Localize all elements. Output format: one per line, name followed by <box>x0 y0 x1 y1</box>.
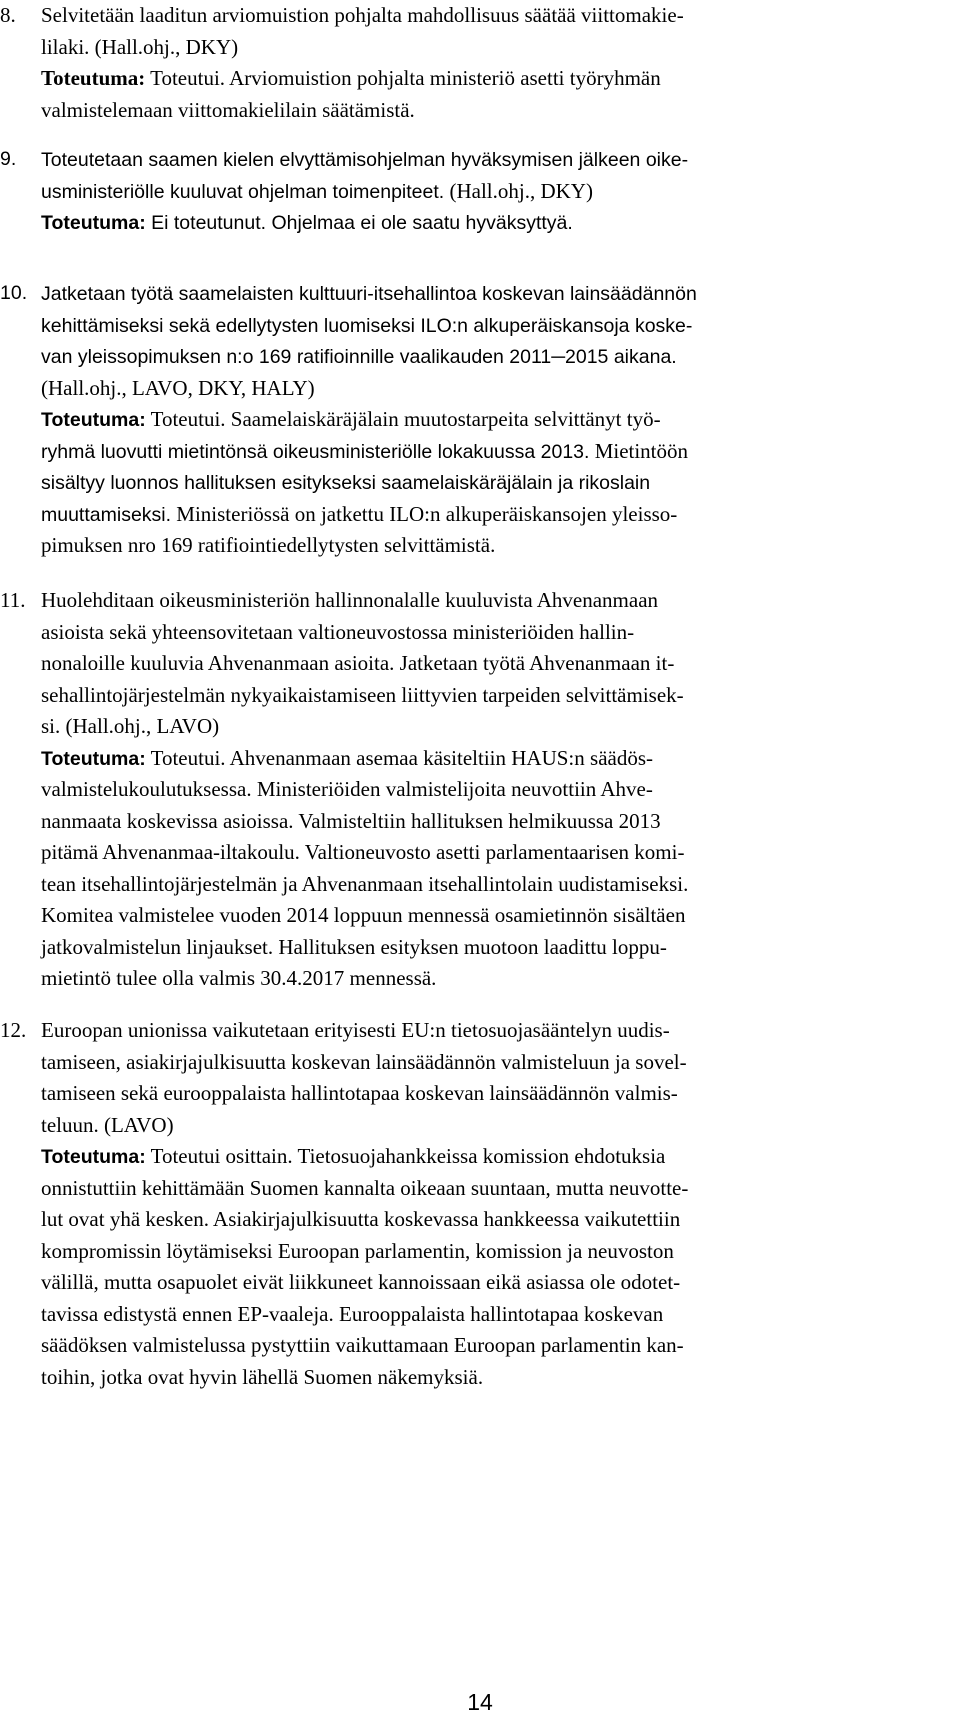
text-segment: pitämä Ahvenanmaa-iltakoulu. Valtioneuvosto asetti parlamentaarisen komi- <box>41 840 685 864</box>
text-segment: tean itsehallintojärjestelmän ja Ahvenanmaan itsehallintolain uudistamiseksi. <box>41 871 689 896</box>
text-segment: mietintö tulee olla valmis 30.4.2017 mennessä. <box>41 966 437 990</box>
status-label: Toteutuma: <box>41 66 146 90</box>
text-line <box>41 0 907 32</box>
text-segment: Ministeriössä on jatkettu ILO:n alkuperäiskansojen yleisso- <box>171 501 678 526</box>
item-text <box>41 1015 907 1393</box>
text-segment: Toteutetaan saamen kielen elvyttämisohjelman hyväksymisen jälkeen oike- <box>41 149 689 171</box>
text-line <box>41 1015 907 1047</box>
item-number: 10. <box>0 282 28 304</box>
text-line <box>41 680 907 712</box>
text-segment: onnistuttiin kehittämään Suomen kannalta oikeaan suuntaan, mutta neuvotte- <box>41 1175 689 1200</box>
text-line <box>41 585 907 617</box>
text-line <box>41 1173 907 1205</box>
text-segment: sisältyy luonnos hallituksen esitykseksi saamelaiskäräjälain ja rikoslain <box>41 472 651 494</box>
text-segment: pimuksen nro 169 ratifiointiedellytysten selvittämistä. <box>41 533 496 557</box>
text-line <box>41 900 907 932</box>
text-line <box>41 144 907 176</box>
item-text <box>41 0 907 126</box>
text-line <box>41 530 907 562</box>
text-line <box>41 499 907 531</box>
text-line <box>41 1078 907 1110</box>
text-segment: teluun. (LAVO) <box>41 1112 174 1137</box>
text-segment: van yleissopimuksen n:o 169 ratifioinnille vaalikauden 2011─2015 aikana. <box>41 346 677 368</box>
text-line <box>41 1362 907 1394</box>
text-segment: nanmaata koskevissa asioissa. Valmisteltiin hallituksen helmikuussa 2013 <box>41 808 661 833</box>
text-segment: tavissa edistystä ennen EP-vaaleja. Eurooppalaista hallintotapaa koskevan <box>41 1301 664 1326</box>
text-segment: välillä, mutta osapuolet eivät liikkuneet kannoissaan eikä asiassa ole odotet- <box>41 1270 681 1294</box>
text-segment: Huolehditaan oikeusministeriön hallinnonalalle kuuluvista Ahvenanmaan <box>41 588 659 612</box>
text-line <box>41 32 907 64</box>
status-label: Toteutuma: <box>41 409 146 431</box>
item-text <box>41 278 907 562</box>
text-line <box>41 1141 907 1173</box>
text-line <box>41 806 907 838</box>
item-number: 11. <box>0 588 26 612</box>
text-segment: Toteutui. Saamelaiskäräjälain muutostarpeita selvittänyt työ- <box>145 407 661 431</box>
status-label: Toteutuma: <box>41 747 146 770</box>
text-segment: (Hall.ohj., DKY) <box>444 178 593 203</box>
text-line <box>41 869 907 901</box>
text-segment: muuttamiseksi. <box>41 503 172 526</box>
text-segment: toihin, jotka ovat hyvin lähellä Suomen näkemyksiä. <box>41 1364 484 1389</box>
text-segment: tamiseen, asiakirjajulkisuutta koskevan lainsäädännön valmisteluun ja sovel- <box>41 1049 687 1074</box>
text-line <box>41 176 907 208</box>
text-segment: (Hall.ohj., LAVO, DKY, HALY) <box>41 375 315 400</box>
item-text <box>41 585 907 995</box>
text-segment: Selvitetään laaditun arviomuistion pohjalta mahdollisuus säätää viittomakie- <box>41 3 684 27</box>
text-segment: valmistelukoulutuksessa. Ministeriöiden valmistelijoita neuvottiin Ahve- <box>41 777 653 801</box>
text-segment: jatkovalmistelun linjaukset. Hallituksen esityksen muotoon laadittu loppu- <box>41 934 667 959</box>
text-line <box>41 310 907 342</box>
text-line <box>41 63 907 95</box>
text-segment: Toteutui. Arviomuistion pohjalta ministeriö asetti työryhmän <box>145 66 661 90</box>
text-segment: asioista sekä yhteensovitetaan valtioneuvostossa ministeriöiden hallin- <box>41 619 635 644</box>
item-number: 8. <box>0 3 16 27</box>
text-line <box>41 467 907 499</box>
text-segment: valmistelemaan viittomakielilain säätämistä. <box>41 97 415 122</box>
text-line <box>41 1110 907 1142</box>
text-segment: Ei toteutunut. Ohjelmaa ei ole saatu hyväksyttyä. <box>145 212 573 234</box>
text-line <box>41 963 907 995</box>
text-segment: Toteutui osittain. Tietosuojahankkeissa komission ehdotuksia <box>145 1144 666 1168</box>
text-line <box>41 648 907 680</box>
text-line <box>41 1236 907 1268</box>
text-segment: Euroopan unionissa vaikutetaan erityisesti EU:n tietosuojasääntelyn uudis- <box>41 1018 670 1042</box>
text-line <box>41 341 907 373</box>
text-segment: nonaloille kuuluvia Ahvenanmaan asioita. Jatketaan työtä Ahvenanmaan it- <box>41 651 675 675</box>
text-segment: lut ovat yhä kesken. Asiakirjajulkisuutta koskevassa hankkeessa vaikutettiin <box>41 1207 681 1231</box>
item-text <box>41 144 907 239</box>
text-line <box>41 436 907 468</box>
page-number: 14 <box>467 1689 493 1715</box>
text-line <box>41 932 907 964</box>
text-line <box>41 1047 907 1079</box>
text-line <box>41 743 907 775</box>
text-segment: si. (Hall.ohj., LAVO) <box>41 714 220 738</box>
text-segment: ryhmä luovutti mietintönsä oikeusministeriölle lokakuussa 2013. <box>41 440 590 463</box>
text-line <box>41 774 907 806</box>
item-number: 9. <box>0 148 17 170</box>
text-line <box>41 1204 907 1236</box>
text-line <box>41 1330 907 1362</box>
text-line <box>41 1299 907 1331</box>
text-segment: Jatketaan työtä saamelaisten kulttuuri-itsehallintoa koskevan lainsäädännön <box>41 283 697 305</box>
text-segment: tamiseen sekä eurooppalaista hallintotapaa koskevan lainsäädännön valmis- <box>41 1081 678 1105</box>
text-line <box>41 617 907 649</box>
text-segment: Toteutui. Ahvenanmaan asemaa käsiteltiin HAUS:n säädös- <box>145 745 653 770</box>
text-segment: kompromissin löytämiseksi Euroopan parlamentin, komission ja neuvoston <box>41 1238 674 1263</box>
text-line <box>41 1267 907 1299</box>
text-line <box>41 373 907 405</box>
item-number: 12. <box>0 1018 27 1042</box>
text-line <box>41 95 907 127</box>
text-segment: Mietintöön <box>589 438 689 463</box>
status-label: Toteutuma: <box>41 212 146 234</box>
text-segment: kehittämiseksi sekä edellytysten luomiseksi ILO:n alkuperäiskansoja koske- <box>41 314 693 337</box>
text-line <box>41 837 907 869</box>
text-line <box>41 711 907 743</box>
status-label: Toteutuma: <box>41 1146 146 1168</box>
text-segment: lilaki. (Hall.ohj., DKY) <box>41 34 239 59</box>
text-line <box>41 404 907 436</box>
text-line <box>41 207 907 239</box>
text-line <box>41 278 907 310</box>
text-segment: sehallintojärjestelmän nykyaikaistamiseen liittyvien tarpeiden selvittämisek- <box>41 682 684 707</box>
text-segment: Komitea valmistelee vuoden 2014 loppuun mennessä osamietinnön sisältäen <box>41 903 686 927</box>
text-segment: usministeriölle kuuluvat ohjelman toimenpiteet. <box>41 180 445 203</box>
text-segment: säädöksen valmistelussa pystyttiin vaikuttamaan Euroopan parlamentin kan- <box>41 1333 684 1357</box>
